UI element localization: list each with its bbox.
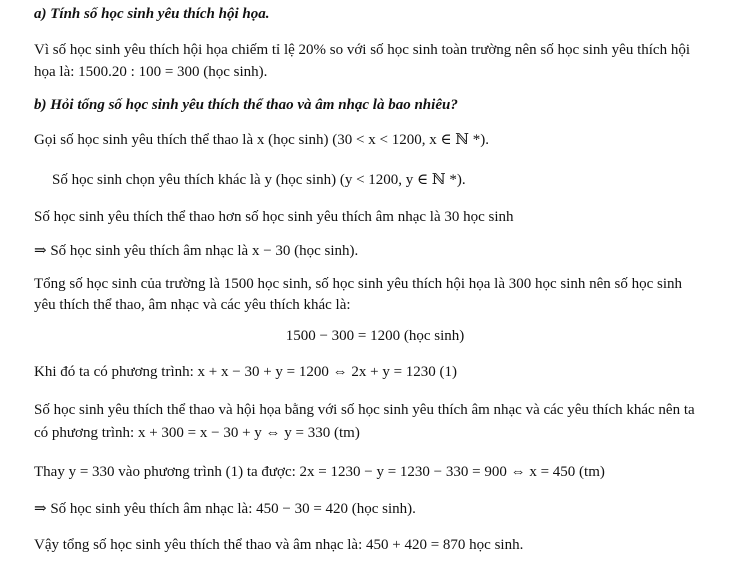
part-b-text-line-11: ⇒ Số học sinh yêu thích âm nhạc là: 450 − 30 = 420 (học sinh). <box>34 501 416 517</box>
part-b-formula: 1500 − 300 = 1200 (học sinh) <box>285 328 465 344</box>
part-b-text-line-4: ⇒ Số học sinh yêu thích âm nhạc là x − 30 (học sinh). <box>34 243 359 259</box>
part-b-text-line-9: có phương trình: x + 300 = x − 30 + y ⇔ y = 330 (tm) <box>34 425 360 441</box>
part-b-text-line-1: Gọi số học sinh yêu thích thể thao là x (học sinh) (30 < x < 1200, x ∈ ℕ *). <box>34 132 490 148</box>
part-b-text-line-3: Số học sinh yêu thích thể thao hơn số học sinh yêu thích âm nhạc là 30 học sinh <box>34 209 514 225</box>
heading-part-b: b) Hỏi tổng số học sinh yêu thích thể thao và âm nhạc là bao nhiêu? <box>34 97 458 113</box>
part-b-text-line-7: Khi đó ta có phương trình: x + x − 30 + y = 1200 ⇔ 2x + y = 1230 (1) <box>34 364 458 380</box>
part-b-text-line-12: Vậy tổng số học sinh yêu thích thể thao và âm nhạc là: 450 + 420 = 870 học sinh. <box>34 537 524 553</box>
part-b-text-line-5: Tổng số học sinh của trường là 1500 học sinh, số học sinh yêu thích hội họa là 300 học sinh nên số học sinh <box>34 276 683 292</box>
heading-part-a: a) Tính số học sinh yêu thích hội họa. <box>34 6 270 22</box>
part-a-text-line-2: họa là: 1500.20 : 100 = 300 (học sinh). <box>34 64 268 80</box>
part-b-text-line-6: yêu thích thể thao, âm nhạc và các yêu thích khác là: <box>34 297 351 313</box>
part-b-text-line-10: Thay y = 330 vào phương trình (1) ta được: 2x = 1230 − y = 1230 − 330 = 900 ⇔ x = 450 (tm) <box>34 464 605 480</box>
part-b-text-line-2: Số học sinh chọn yêu thích khác là y (học sinh) (y < 1200, y ∈ ℕ *). <box>52 172 466 188</box>
part-a-text-line-1: Vì số học sinh yêu thích hội họa chiếm tỉ lệ 20% so với số học sinh toàn trường nên số học sinh yêu thích hội <box>34 42 690 58</box>
part-b-text-line-8: Số học sinh yêu thích thể thao và hội họa bằng với số học sinh yêu thích âm nhạc và các yêu thích khác nên ta <box>34 402 695 418</box>
